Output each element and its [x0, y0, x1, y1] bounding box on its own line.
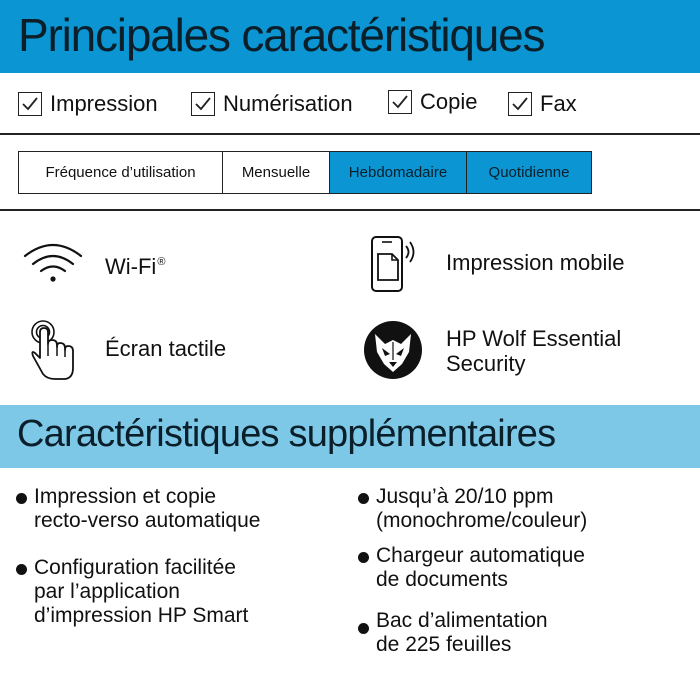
mobile-print-icon	[366, 234, 420, 299]
bullet-dot	[16, 493, 27, 504]
checkbox-icon	[191, 92, 215, 116]
usage-label: Fréquence d’utilisation	[19, 152, 223, 193]
bullet-dot	[358, 493, 369, 504]
feature-touch-label: Écran tactile	[105, 336, 227, 361]
usage-option-mensuelle: Mensuelle	[223, 152, 330, 193]
function-fax	[508, 84, 577, 124]
usage-frequency-table	[18, 151, 592, 194]
usage-option-quotidienne: Quotidienne	[467, 152, 591, 193]
feature-wolf-line1: HP Wolf Essential	[446, 326, 622, 351]
feature-mobile-label: Impression mobile	[446, 250, 625, 275]
hp-wolf-security-icon	[363, 320, 423, 385]
usage-option-hebdomadaire: Hebdomadaire	[330, 152, 467, 193]
function-label: Impression	[50, 91, 158, 116]
bullet-text: Jusqu’à 20/10 ppm (monochrome/couleur)	[376, 485, 588, 532]
header-banner	[0, 0, 700, 73]
bullet-text: Impression et copie recto-verso automatique	[34, 485, 261, 532]
function-copie	[388, 82, 477, 122]
bullet-text: Bac d’alimentation de 225 feuilles	[376, 609, 548, 656]
checkbox-icon	[18, 92, 42, 116]
feature-wolf-line2: Security	[446, 351, 526, 376]
extras-banner	[0, 405, 700, 468]
function-label: Copie	[420, 89, 478, 114]
checkbox-icon	[388, 90, 412, 114]
function-impression	[18, 84, 158, 124]
bullet-text: Configuration facilitée par l’application d’impression HP Smart	[34, 556, 249, 627]
function-label: Numérisation	[223, 91, 353, 116]
touch-screen-icon	[27, 318, 79, 385]
divider	[0, 209, 700, 211]
bullet-dot	[16, 564, 27, 575]
bullet-text: Chargeur automatique de documents	[376, 544, 585, 591]
divider	[0, 133, 700, 135]
feature-wolf-label	[446, 326, 621, 376]
functions-row	[0, 84, 700, 124]
function-label: Fax	[540, 91, 577, 116]
bullet-dot	[358, 623, 369, 634]
feature-wifi-label: Wi-Fi®	[105, 254, 166, 279]
bullet-dot	[358, 552, 369, 563]
page-title: Principales caractéristiques	[18, 9, 545, 61]
checkbox-icon	[508, 92, 532, 116]
extras-title: Caractéristiques supplémentaires	[17, 413, 556, 455]
function-numerisation	[191, 84, 353, 124]
wifi-icon	[22, 240, 84, 289]
